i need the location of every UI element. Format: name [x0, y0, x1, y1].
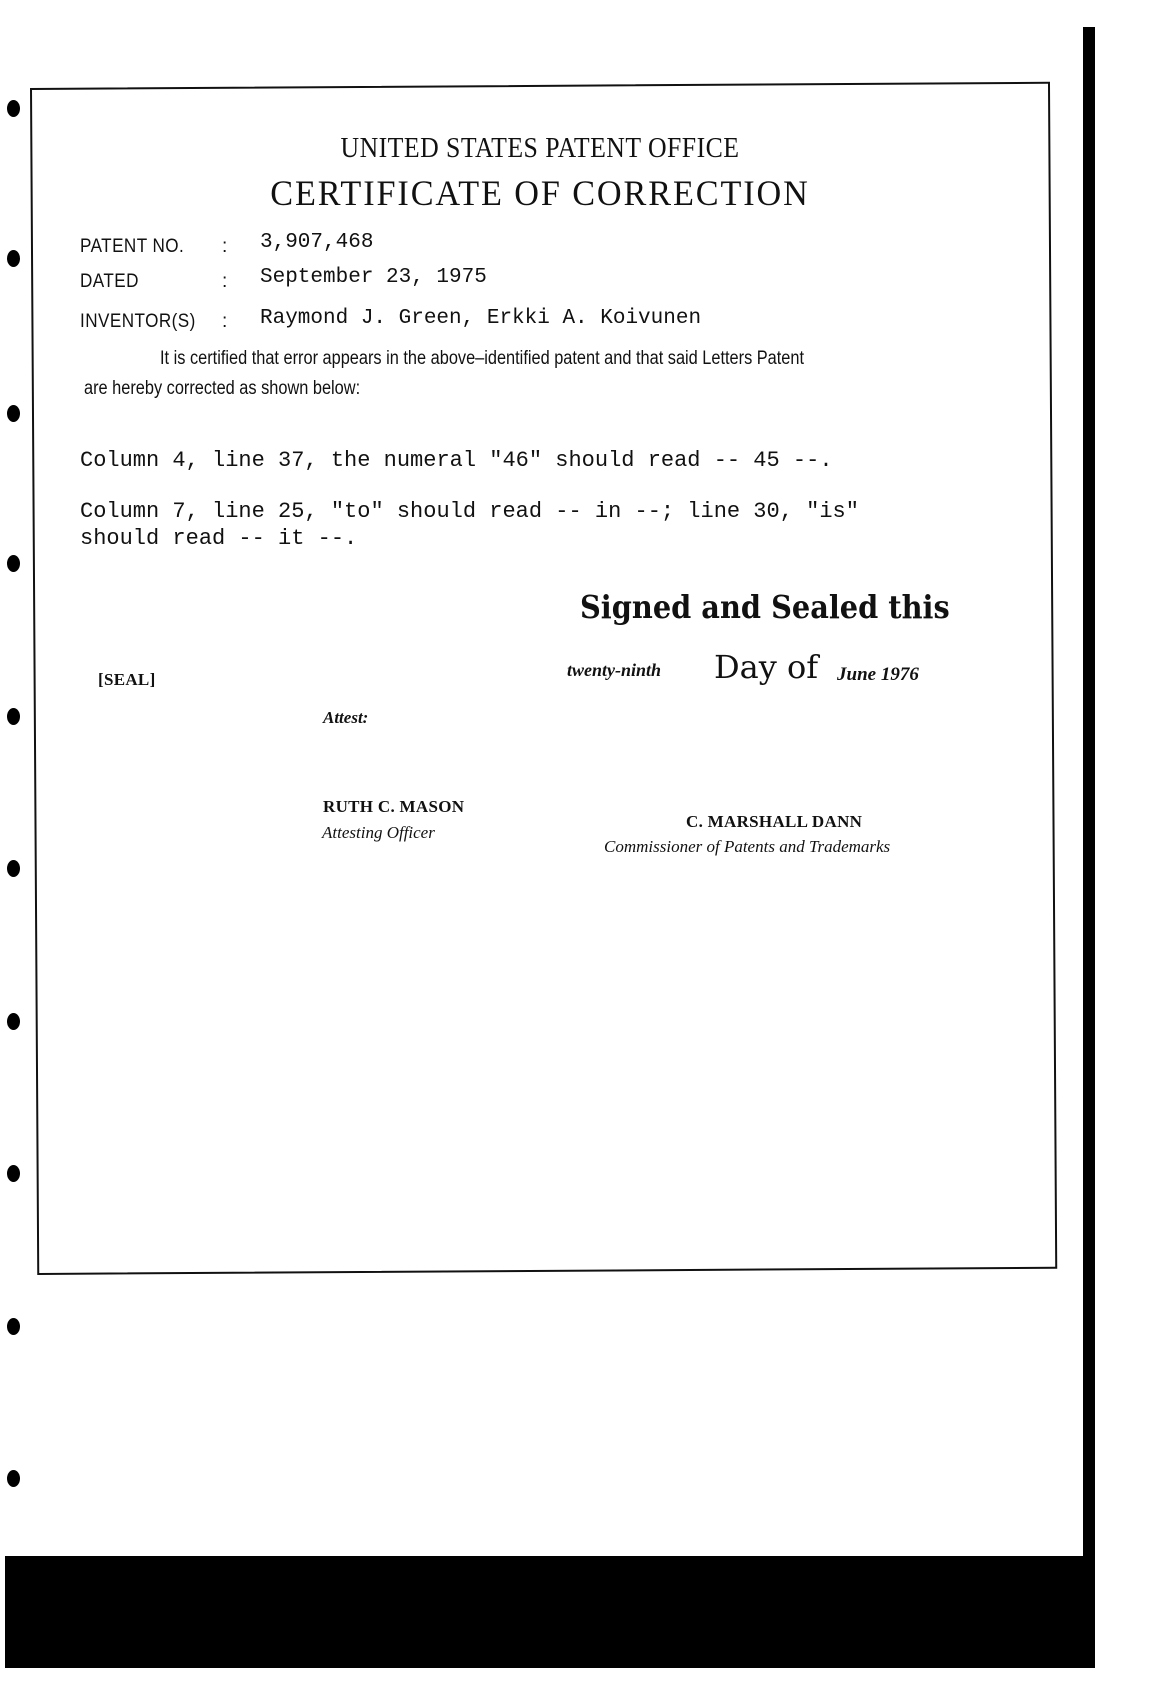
scan-bottom-band	[5, 1556, 1095, 1668]
attesting-officer-title: Attesting Officer	[322, 823, 435, 842]
day-ordinal: twenty-ninth	[567, 660, 662, 680]
punch-hole	[7, 1318, 20, 1335]
punch-hole	[7, 250, 20, 267]
inventors-label: INVENTOR(S)	[80, 311, 196, 332]
commissioner-name: C. MARSHALL DANN	[686, 812, 863, 831]
office-heading: UNITED STATES PATENT OFFICE	[340, 133, 740, 164]
patent-no-value: 3,907,468	[260, 231, 374, 254]
punch-hole	[7, 1013, 20, 1030]
punch-hole	[7, 1165, 20, 1182]
correction-line: should read -- it --.	[80, 526, 358, 551]
separator: :	[222, 236, 228, 257]
correction-line: Column 7, line 25, "to" should read -- in --; line 30, "is"	[80, 499, 859, 524]
punch-hole	[7, 1470, 20, 1487]
punch-hole	[7, 555, 20, 572]
punch-hole	[7, 860, 20, 877]
punch-hole	[7, 100, 20, 117]
seal-label: [SEAL]	[98, 670, 156, 689]
punch-hole	[7, 405, 20, 422]
certification-line-2: are hereby corrected as shown below:	[84, 378, 361, 399]
separator: :	[222, 271, 228, 292]
dated-value: September 23, 1975	[260, 266, 487, 289]
day-of-label: Day of	[714, 648, 819, 686]
patent-no-label: PATENT NO.	[80, 236, 185, 257]
punch-hole	[7, 708, 20, 725]
inventors-value: Raymond J. Green, Erkki A. Koivunen	[260, 307, 702, 330]
certification-line-1: It is certified that error appears in the above–identified patent and that said Letters Patent	[160, 348, 805, 369]
attest-label: Attest:	[323, 708, 369, 727]
signed-and-sealed-heading: Signed and Sealed this	[580, 588, 950, 626]
commissioner-title: Commissioner of Patents and Trademarks	[604, 837, 891, 856]
dated-label: DATED	[80, 271, 139, 292]
month-year: June 1976	[837, 664, 919, 685]
attesting-officer-name: RUTH C. MASON	[323, 797, 465, 816]
scan-edge-bar	[1083, 27, 1095, 1667]
certificate-title: CERTIFICATE OF CORRECTION	[270, 173, 810, 213]
correction-line: Column 4, line 37, the numeral "46" should read -- 45 --.	[80, 448, 833, 473]
separator: :	[222, 311, 228, 332]
